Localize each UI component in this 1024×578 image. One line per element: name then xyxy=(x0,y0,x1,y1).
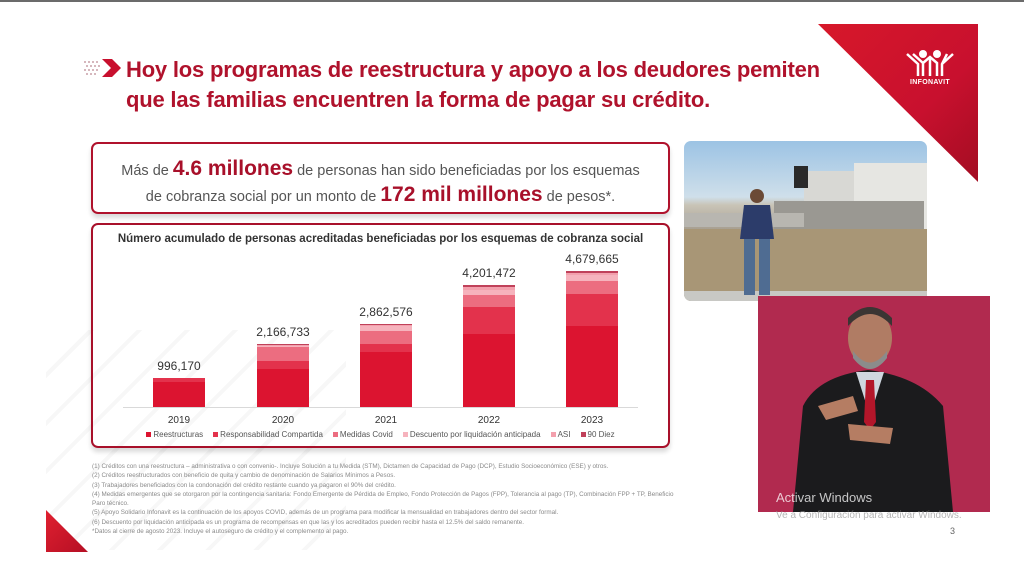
stacked-bar xyxy=(566,271,618,407)
legend-item xyxy=(403,430,541,439)
bar-2022 xyxy=(463,255,515,408)
footnotes xyxy=(92,462,682,536)
summary-text: de pesos*. xyxy=(542,189,616,205)
footnote-line: (4) Medidas emergentes que se otorgaron por la contingencia sanitaria: Fondo Emergente de Pérdida de Empleo, Fondo Protección de Pagos (FPP), Tolerancia al pago (TP), Combinación FPP + TP, Beneficio Paro técnico. xyxy=(92,490,674,508)
summary-text: de cobranza social por un monto de xyxy=(145,189,381,205)
footnote-line: (1) Créditos con una reestructura – administrativa o con convenio-. Incluye Solución a tu Medida (STM), Dictamen de Capacidad de Pago (DCP), Estudio Socioeconómico (ESE) y otros. xyxy=(92,463,609,470)
legend-swatch-icon xyxy=(403,432,408,437)
summary-text: Más de xyxy=(121,163,173,179)
x-axis-tick-label: 2022 xyxy=(477,415,501,426)
windows-activation-subtext: Ve a Configuración para activar Windows. xyxy=(776,510,962,521)
bar-segment xyxy=(257,347,309,361)
beneficiaries-highlight: 4.6 millones xyxy=(172,157,294,180)
legend-label: Medidas Covid xyxy=(339,430,393,439)
interpreter-figure xyxy=(758,296,990,512)
bar-segment xyxy=(360,352,412,407)
stacked-bar xyxy=(360,324,412,407)
bar-segment xyxy=(566,294,618,326)
summary-box xyxy=(91,142,670,214)
bar-segment xyxy=(566,281,618,294)
bar-segment xyxy=(463,295,515,307)
bar-total-label: 4,679,665 xyxy=(565,252,619,266)
legend-item xyxy=(581,430,615,439)
infonavit-houses-icon xyxy=(905,48,955,78)
bar-2021 xyxy=(360,255,412,408)
bar-segment xyxy=(257,369,309,407)
footnote-line: *Datos al cierre de agosto 2023. Incluye el autoseguro de crédito y el complemento al pago. xyxy=(92,528,349,536)
legend-swatch-icon xyxy=(146,432,151,437)
window-top-border xyxy=(0,0,1024,2)
bar-2020 xyxy=(257,255,309,408)
bar-segment xyxy=(153,382,205,407)
legend-swatch-icon xyxy=(551,432,556,437)
bar-total-label: 4,201,472 xyxy=(462,265,516,280)
legend-swatch-icon xyxy=(581,432,586,437)
legend-item xyxy=(333,430,393,439)
legend-label: 90 Diez xyxy=(587,430,615,439)
bar-2019 xyxy=(153,255,205,408)
legend-label: ASI xyxy=(557,430,571,439)
footnote-line: (3) Trabajadores beneficiados con la condonación del crédito restante cuando ya pagaron el 90% del crédito. xyxy=(92,481,396,489)
x-axis-tick-label: 2020 xyxy=(271,415,295,426)
chart-container xyxy=(91,223,670,448)
chart-title: Número acumulado de personas acreditadas beneficiadas por los esquemas de cobranza social xyxy=(117,233,644,245)
photo-scene xyxy=(684,141,927,301)
stacked-bar xyxy=(153,378,205,407)
x-axis-tick-label: 2019 xyxy=(167,415,191,426)
logo-text: INFONAVIT xyxy=(910,79,950,86)
legend-label: Reestructuras xyxy=(153,430,204,439)
amount-highlight: 172 mil millones xyxy=(380,183,543,206)
legend-item xyxy=(146,430,203,439)
chart-legend xyxy=(93,430,668,439)
bar-segment xyxy=(463,307,515,334)
page-number: 3 xyxy=(950,526,956,536)
legend-item xyxy=(551,430,571,439)
title-line-2: que las familias encuentren la forma de pagar su crédito. xyxy=(126,87,711,112)
windows-activation-watermark: Activar Windows xyxy=(776,490,873,505)
legend-label: Descuento por liquidación anticipada xyxy=(409,430,541,439)
legend-swatch-icon xyxy=(213,432,218,437)
x-axis-tick-label: 2021 xyxy=(374,415,398,426)
footnote-line: (6) Descuento por liquidación anticipada es un programa de recompensas en que las y los acreditados pueden recibir hasta el 12.5% del saldo remanente. xyxy=(92,518,524,526)
bar-segment xyxy=(463,334,515,407)
footnote-line: (5) Apoyo Solidario Infonavit es la continuación de los apoyos COVID, además de un programa para modificar la mensualidad en trabajadores dentro del sector formal. xyxy=(92,509,559,517)
bar-segment xyxy=(360,344,412,352)
summary-text: de personas han sido beneficiadas por los esquemas xyxy=(293,163,640,179)
footnote-line: (2) Créditos reestructurados con beneficio de quita y cambio de denominación de Salarios Mínimos a Pesos. xyxy=(92,472,396,480)
bar-total-label: 2,166,733 xyxy=(256,325,310,340)
beneficiary-photo xyxy=(684,141,927,301)
infonavit-logo xyxy=(900,48,960,94)
bar-total-label: 996,170 xyxy=(157,359,201,374)
stacked-bar xyxy=(463,285,515,407)
x-axis-tick-label: 2023 xyxy=(580,415,604,426)
bar-segment xyxy=(566,326,618,407)
slide-title xyxy=(126,55,820,115)
stacked-bar xyxy=(257,344,309,407)
legend-item xyxy=(213,430,323,439)
chart-plot-area xyxy=(123,252,638,408)
bar-segment xyxy=(360,331,412,344)
title-arrow-icon xyxy=(82,57,122,79)
title-line-1: Hoy los programas de reestructura y apoyo a los deudores pemiten xyxy=(126,57,820,82)
legend-swatch-icon xyxy=(333,432,338,437)
bar-2023 xyxy=(565,252,619,408)
bar-segment xyxy=(257,361,309,369)
legend-label: Responsabilidad Compartida xyxy=(220,430,323,439)
bar-total-label: 2,862,576 xyxy=(359,304,413,319)
sign-language-interpreter-video xyxy=(758,296,990,512)
